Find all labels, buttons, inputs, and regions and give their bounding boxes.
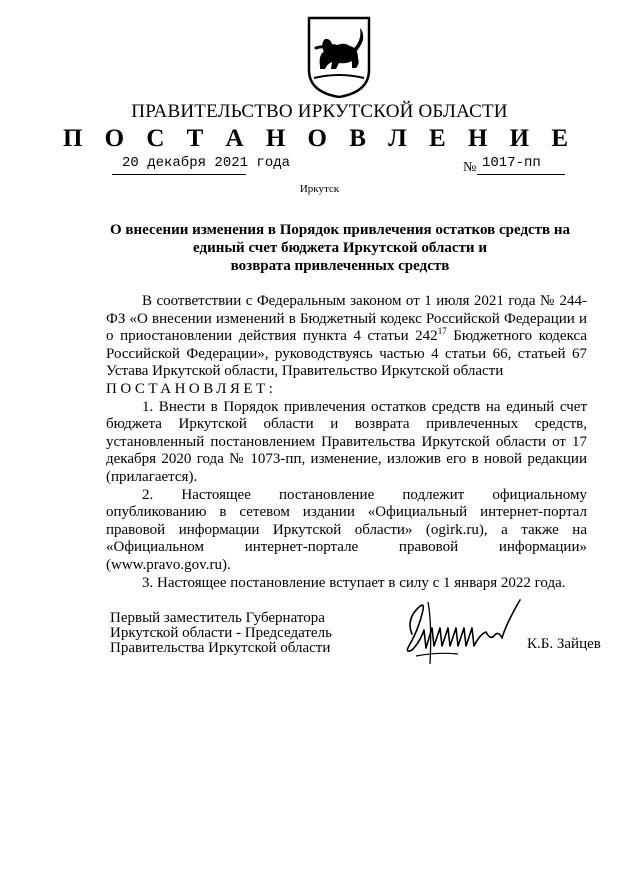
- document-number: 1017-пп: [482, 155, 541, 171]
- article-superscript: 17: [437, 326, 447, 337]
- title-line: единый счет бюджета Иркутской области и: [193, 240, 487, 256]
- signer-name: К.Б. Зайцев: [527, 636, 601, 652]
- handwritten-signature-icon: [398, 594, 528, 676]
- preamble-paragraph: [106, 293, 587, 381]
- signer-position-line: Иркутской области - Председатель: [110, 625, 332, 641]
- preamble-text-cont: Бюджетного кодекса Российской Федерации», руководствуясь частью 4 статьи 66, статьей 67 Устава Иркутской области, Правительство Иркутской области: [106, 328, 587, 380]
- signer-position-line: Правительства Иркутской области: [110, 640, 331, 656]
- authority-name: ПРАВИТЕЛЬСТВО ИРКУТСКОЙ ОБЛАСТИ: [131, 101, 508, 122]
- document-body: [106, 293, 587, 592]
- title-line: О внесении изменения в Порядок привлечения остатков средств на: [109, 222, 571, 238]
- coat-of-arms-icon: [306, 14, 372, 98]
- preamble-text: В соответствии с Федеральным законом от 1 июля 2021 года № 244-ФЗ «О внесении изменений в Бюджетный кодекс Российской Федерации и о приостановлении действия пункта 4 статьи 242: [106, 293, 587, 345]
- title-line: возврата привлеченных средств: [230, 258, 450, 274]
- document-type: П О С Т А Н О В Л Е Н И Е: [62, 125, 577, 152]
- item-3: 3. Настоящее постановление вступает в силу с 1 января 2022 года.: [142, 574, 566, 591]
- signer-position-line: Первый заместитель Губернатора: [110, 610, 325, 626]
- document-title: [100, 221, 580, 275]
- date-underline: [112, 174, 246, 175]
- item-1: 1. Внести в Порядок привлечения остатков средств на единый счет бюджета Иркутской области и возврата привлеченных средств, установленный постановлением Правительства Иркутской области от 17 декабря 2020 года № 1073-пп, изменение, изложив его в новой редакции (прилагается).: [106, 398, 587, 485]
- document-date: 20 декабря 2021 года: [122, 155, 291, 171]
- number-underline: [477, 174, 565, 175]
- signer-position: [110, 611, 332, 656]
- number-sign: №: [463, 160, 477, 175]
- item-2: 2. Настоящее постановление подлежит официальному опубликованию в сетевом издании «Официальный интернет-портал правовой информации Иркутской области» (ogirk.ru), а также на «Официальном интернет-портале правовой информации» (www.pravo.gov.ru).: [106, 486, 587, 573]
- city: Иркутск: [299, 183, 340, 195]
- resolves-heading: ПОСТАНОВЛЯЕТ:: [106, 380, 277, 397]
